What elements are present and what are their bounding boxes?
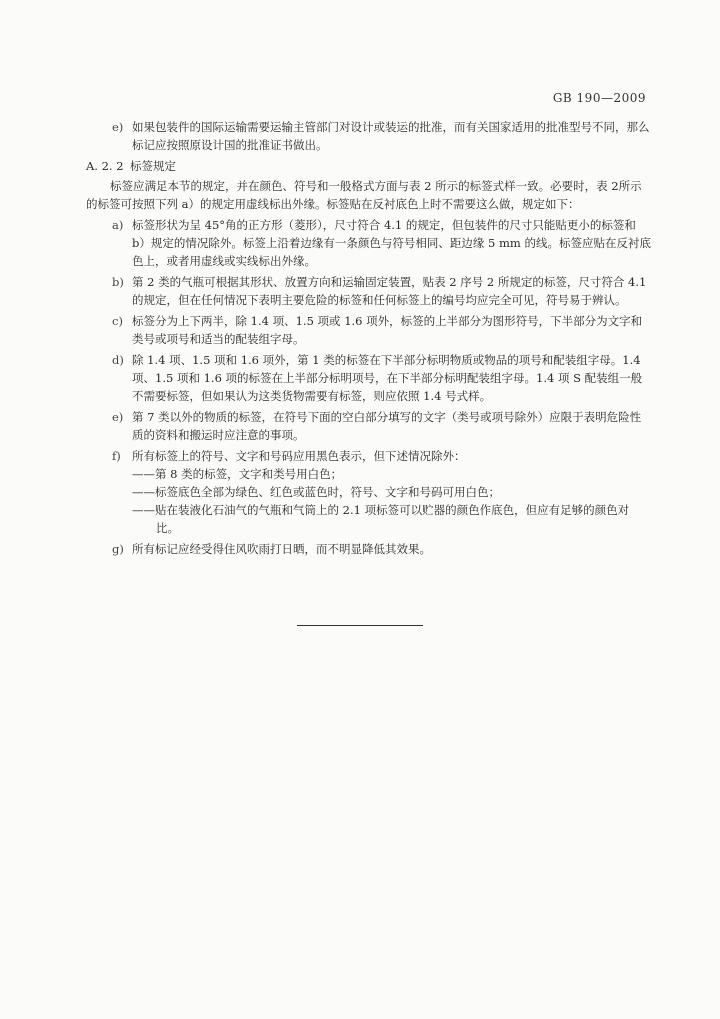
list-marker: e) — [112, 120, 124, 134]
dash-item-1 — [86, 465, 652, 483]
list-item-d — [86, 351, 652, 405]
list-marker: c) — [112, 314, 123, 328]
section-intro: 标签应满足本节的规定，并在颜色、符号和一般格式方面与表 2 所示的标签式样一致。必要时，表 2所示的标签可按照下列 a）的规定用虚线标出外缘。标签贴在反衬底色上时不需要这么做，规定如下： — [86, 179, 642, 211]
section-number: A. 2. 2 — [86, 159, 124, 173]
list-item-a — [86, 216, 652, 270]
list-item-b — [86, 273, 652, 309]
list-item-g — [86, 540, 652, 558]
list-item-c — [86, 312, 652, 348]
list-item-text: 如果包装件的国际运输需要运输主管部门对设计或装运的批准，而有关国家适用的批准型号不同，那么标记应按照原设计国的批准证书做出。 — [132, 120, 650, 152]
section-heading — [86, 157, 652, 175]
list-marker: f) — [112, 449, 121, 463]
list-item-text: 除 1.4 项、1.5 项和 1.6 项外，第 1 类的标签在下半部分标明物质或物品的项号和配装组字母。1.4 项、1.5 项和 1.6 项的标签在上半部分标明项号，在下半部分标明配装组字母。1.4 项 S 配装组一般不需要标签，但如果认为这类货物需要有标签，则应依照 1.4 号式样。 — [132, 353, 643, 403]
list-item-text: 所有标签上的符号、文字和号码应用黑色表示，但下述情况除外： — [132, 449, 466, 463]
standard-code: GB 190—2009 — [552, 91, 646, 105]
dash-item-3 — [86, 501, 652, 537]
dash-item-text: ——标签底色全部为绿色、红色或蓝色时，符号、文字和号码可用白色； — [132, 485, 500, 499]
list-item-text: 所有标记应经受得住风吹雨打日晒，而不明显降低其效果。 — [132, 542, 431, 556]
list-item-e — [86, 408, 652, 444]
dash-item-text: ——贴在装液化石油气的气瓶和气筒上的 2.1 项标签可以贮器的颜色作底色，但应有足够的颜色对比。 — [132, 503, 630, 535]
list-item-text: 标签分为上下两半，除 1.4 项、1.5 项或 1.6 项外，标签的上半部分为图形符号，下半部分为文字和类号或项号和适当的配装组字母。 — [132, 314, 643, 346]
list-marker: d) — [112, 353, 124, 367]
list-marker: b) — [112, 275, 124, 289]
list-item-text: 标签形状为呈 45°角的正方形（菱形），尺寸符合 4.1 的规定，但包装件的尺寸只能贴更小的标签和 b）规定的情况除外。标签上沿着边缘有一条颜色与符号相同、距边缘 5 mm 的线。标签应贴在反衬底色上，或者用虚线或实线标出外缘。 — [132, 218, 651, 268]
end-rule — [297, 625, 423, 626]
list-marker: g) — [112, 542, 124, 556]
list-item-f — [86, 447, 652, 465]
list-marker: e) — [112, 410, 124, 424]
list-marker: a) — [112, 218, 124, 232]
list-item-text: 第 7 类以外的物质的标签，在符号下面的空白部分填写的文字（类号或项号除外）应限于表明危险性质的资料和搬运时应注意的事项。 — [132, 410, 642, 442]
page-content — [86, 118, 652, 561]
section-title: 标签规定 — [130, 159, 176, 173]
list-item-text: 第 2 类的气瓶可根据其形状、放置方向和运输固定装置，贴表 2 序号 2 所规定的标签，尺寸符合 4.1 的规定，但在任何情况下表明主要危险的标签和任何标签上的编号均应完全可见，符号易于辨认。 — [132, 275, 647, 307]
dash-item-2 — [86, 483, 652, 501]
list-item-e-previous — [86, 118, 652, 154]
dash-item-text: ——第 8 类的标签，文字和类号用白色； — [132, 467, 343, 481]
